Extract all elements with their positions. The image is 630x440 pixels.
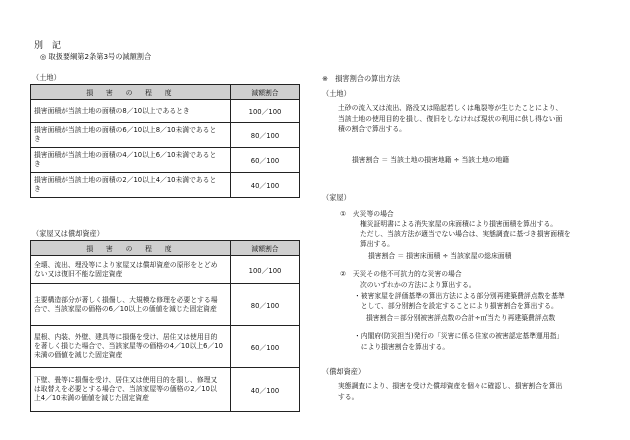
table-row: 下壁、畳等に損傷を受け、居住又は使用目的を損し、修理又 は取替えを必要とする場合で、当該家屋等の価格の2／10以 上4／10未満の価値を減じた固定資産	[31, 368, 231, 412]
house-table-caption: （家屋又は償却資産）	[32, 229, 104, 238]
land-table-caption: （土地）	[32, 73, 61, 82]
rate-cell: 40／100	[231, 368, 300, 412]
depreciable-label: （償却資産）	[322, 367, 366, 376]
land-table	[30, 84, 300, 198]
item1-formula: 損害割合 ＝ 損害床面積 ÷ 当該家屋の総床面積	[368, 252, 512, 260]
land-col-rate: 減額割合	[231, 85, 300, 100]
rate-cell: 60／100	[231, 148, 300, 173]
item2-body: 次のいずれかの方法により算出する。	[360, 281, 476, 289]
rate-cell: 80／100	[231, 284, 300, 326]
depreciable-paragraph: 実態調査により、損害を受けた償却資産を個々に確認し、損害割合を算出 する。	[338, 382, 563, 401]
rate-cell: 40／100	[231, 173, 300, 198]
table-row: 損害面積が当該土地の面積の2／10以上4／10未満であると き	[31, 173, 231, 198]
item1-body: 権災証明書による消失家屋の床面積により損害面積を算出する。 ただし、当該方法が適当でない場合は、実態調査に基づき損害面積を 算出する。	[360, 220, 571, 248]
rate-cell: 60／100	[231, 326, 300, 368]
item2-formula: 損害割合＝部分別被害評点数の合計÷㎡当たり再建築費評点数	[366, 314, 556, 322]
item2-title: ② 天災その他不可抗力的な災害の場合	[340, 270, 462, 278]
house-col-rate: 減額割合	[231, 241, 300, 256]
table-row: 損害面積が当該土地の面積の4／10以上6／10未満であると き	[31, 148, 231, 173]
page-title: 別 記	[34, 41, 62, 51]
table-row: 損害面積が当該土地の面積の8／10以上であるとき	[31, 100, 231, 123]
table-row: 全壊、流出、埋没等により家屋又は償却資産の原形をとどめ ない又は復旧不能な固定資産	[31, 256, 231, 284]
land-formula: 損害割合 ＝ 当該土地の損害地籍 ÷ 当該土地の地籍	[352, 156, 510, 164]
house-table	[30, 240, 300, 412]
item2-bullet-2: ・内閣府(防災担当)発行の「災害に係る住家の被害認定基準運用指」 により損害割合を算出する。	[354, 332, 564, 351]
method-heading: ※ 損害割合の算出方法	[322, 74, 400, 83]
table-row: 屋根、内装、外壁、建具等に損傷を受け、居住又は使用目的 を著しく損じた場合で、当該家屋等の価格の4／10以上6／10 未満の価値を減じた固定資産	[31, 326, 231, 368]
rate-cell: 100／100	[231, 256, 300, 284]
item2-bullet-1: ・被害家屋を評価基準の算出方法による部分別再建築費評点数を基準 として、部分別割合を設定することにより損害割合を算出する。	[354, 292, 565, 310]
rate-cell: 100／100	[231, 100, 300, 123]
table-row: 主要構造部分が著しく損傷し、大規模な修理を必要とする場 合で、当該家屋の価格の6／10以上の価値を減じた固定資産	[31, 284, 231, 326]
rate-cell: 80／100	[231, 123, 300, 148]
item1-title: ① 火災等の場合	[340, 210, 394, 218]
house-col-degree: 損 害 の 程 度	[31, 241, 231, 256]
land-label: （土地）	[322, 89, 351, 98]
table-row: 損害面積が当該土地の面積の6／10以上8／10未満であると き	[31, 123, 231, 148]
house-label: （家屋）	[322, 193, 351, 202]
land-paragraph: 土砂の流入又は流出、路没又は陥起若しくは亀裂等が生じたことにより、 当該土地の使用目的を損し、復旧をしなければ現状の利用に供し得ない面 積の割合で算出する。	[338, 104, 563, 133]
section-subtitle: ◎ 取扱要綱第2条第3号の減額割合	[40, 52, 152, 61]
land-col-degree: 損 害 の 程 度	[31, 85, 231, 100]
